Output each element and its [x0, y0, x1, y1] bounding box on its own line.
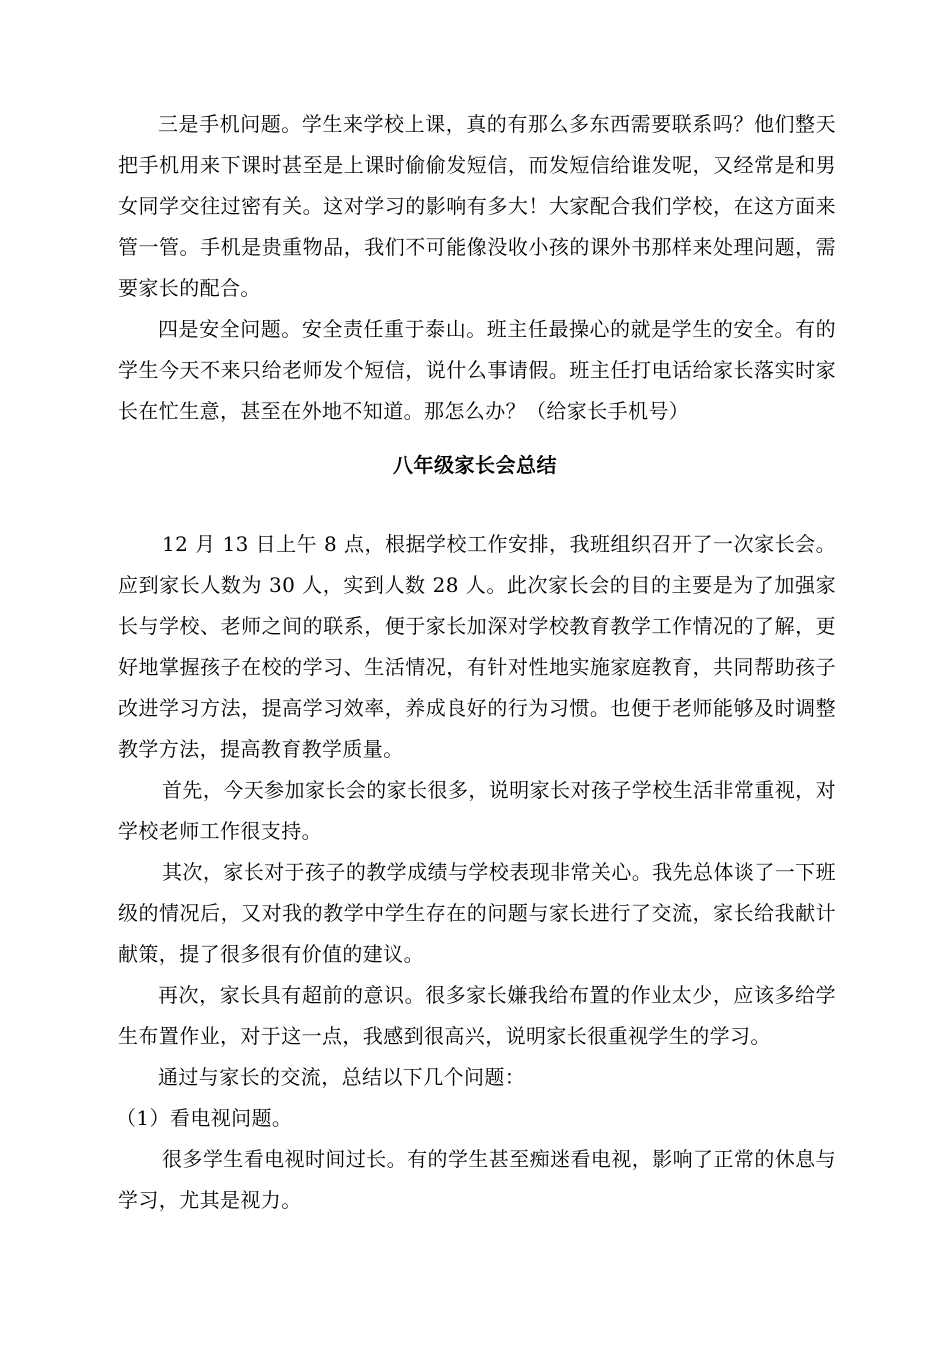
paragraph-second: 其次，家长对于孩子的教学成绩与学校表现非常关心。我先总体谈了一下班级的情况后，又对我的教学中学生存在的问题与家长进行了交流，家长给我献计献策，提了很多很有价值的建议。 [118, 860, 836, 966]
paragraph-first: 首先，今天参加家长会的家长很多，说明家长对孩子学校生活非常重视，对学校老师工作很支持。 [118, 778, 836, 843]
paragraph-third: 再次，家长具有超前的意识。很多家长嫌我给布置的作业太少，应该多给学生布置作业，对于这一点，我感到很高兴，说明家长很重视学生的学习。 [118, 983, 836, 1048]
summary-section [118, 524, 836, 1221]
top-section [118, 104, 836, 432]
item-1-label: （1）看电视问题。 [116, 1106, 293, 1130]
paragraph-intro: 12 月 13 日上午 8 点，根据学校工作安排，我班组织召开了一次家长会。应到家长人数为 30 人，实到人数 28 人。此次家长会的目的主要是为了加强家长与学校、老师之间的联系，便于家长加深对学校教育教学工作情况的了解，更好地掌握孩子在校的学习、生活情况，有针对性地实施家庭教育，共同帮助孩子改进学习方法，提高学习效率，养成良好的行为习惯。也便于老师能够及时调整教学方法，提高教育教学质量。 [118, 532, 836, 761]
document-title: 八年级家长会总结 [393, 453, 557, 477]
paragraph-phone-issue: 三是手机问题。学生来学校上课，真的有那么多东西需要联系吗？他们整天把手机用来下课时甚至是上课时偷偷发短信，而发短信给谁发呢，又经常是和男女同学交往过密有关。这对学习的影响有多大！大家配合我们学校，在这方面来管一管。手机是贵重物品，我们不可能像没收小孩的课外书那样来处理问题，需要家长的配合。 [118, 112, 836, 300]
paragraph-lead: 通过与家长的交流，总结以下几个问题： [158, 1065, 526, 1089]
paragraph-safety-issue: 四是安全问题。安全责任重于泰山。班主任最操心的就是学生的安全。有的学生今天不来只给老师发个短信，说什么事请假。班主任打电话给家长落实时家长在忙生意，甚至在外地不知道。那怎么办？（给家长手机号） [118, 317, 836, 423]
item-1-text: 很多学生看电视时间过长。有的学生甚至痴迷看电视，影响了正常的休息与学习，尤其是视力。 [118, 1147, 836, 1212]
